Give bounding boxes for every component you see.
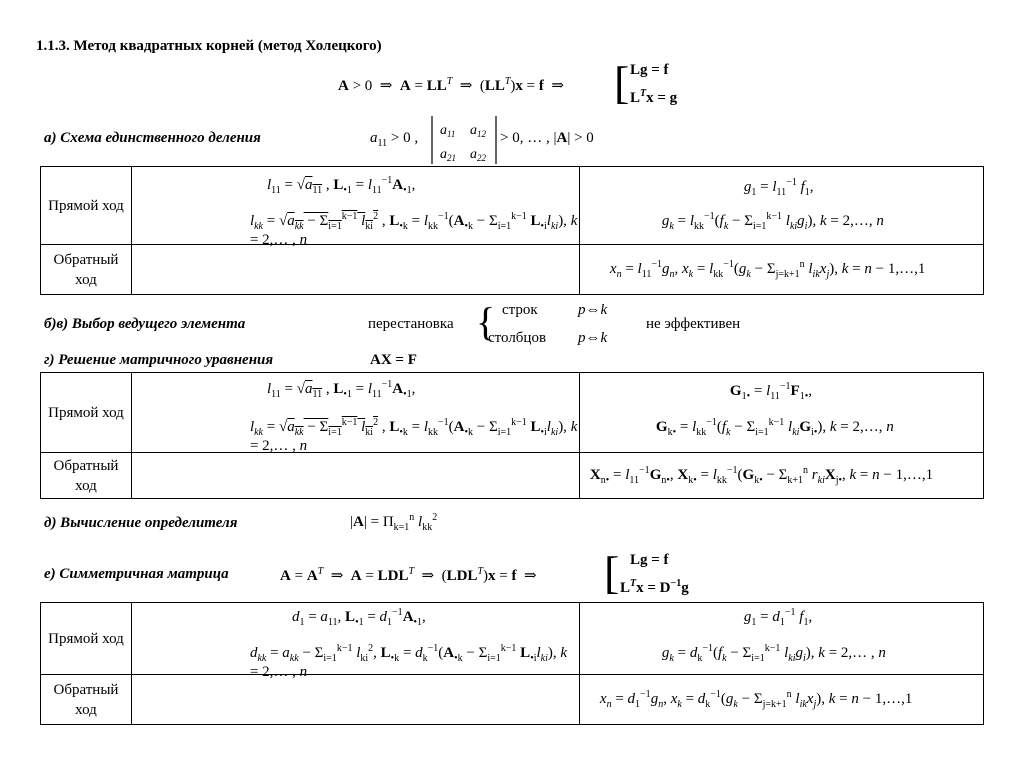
fwd-left-2: $l_{kk} = √a_{kk} - \Sigma_{i=1}^{k-1}$ $l_{ki}^2$ , $L_{•k} = l_{kk}^{-1}(A_{•k} - \Sigma_{i=1}^{k-1}$ $L_{•i}l_{ki}$), k = 2,… , n [249, 211, 578, 248]
table-1 [40, 166, 984, 295]
svg-text:a11: $a_{11}$ [440, 123, 456, 139]
perm-pk-1: p⇔k [578, 302, 608, 318]
back-right: $X_{n•} = l_{11}^{-1}G_{n•}$, $X_{k•} = l_{kk}^{-1}(G_{k•} - \Sigma_{k+1}^n$ $r_{ki}X_{j•}$, k = n − 1,…,1 [589, 465, 934, 486]
row-label-forward: Прямой ход [48, 404, 124, 421]
main-formula: A > 0 ⇒ $A = LL^T$ ⇒ $(LL^T)x = f$ ⇒ [338, 76, 564, 94]
fwd-left-1: $d_1 = a_{11}$, $L_{•1} = d_1^{-1}A_{•1}$, [291, 607, 426, 628]
fwd-right-2: $G_{k•} = l_{kk}^{-1}(f_k - \Sigma_{i=1}^{k-1}$ $l_{ki}G_{i•}$), k = 2,…, n [655, 417, 894, 438]
fwd-left-2: $d_{kk} = a_{kk} - \Sigma_{i=1}^{k-1}$ $l_{ki}^2$, $L_{•k} = d_k^{-1}(A_{•k} - \Sigma_{i=1}^{k-1}$ $L_{•i}l_{ki}$), k = 2,… , n [249, 643, 568, 680]
page-title: 1.1.3. Метод квадратных корней (метод Холецкого) [36, 38, 382, 54]
section-bv-label: б)в) Выбор ведущего элемента [44, 316, 246, 332]
back-right: $x_n = l_{11}^{-1}g_n$, $x_k = l_{kk}^{-1}(g_k - \Sigma_{j=k+1}^n$ $l_{ik}x_j$), k = n − 1,…,1 [609, 259, 926, 280]
section-d-label: д) Вычисление определителя [44, 515, 238, 531]
back-right: $x_n = d_1^{-1}g_n$, $x_k = d_k^{-1}(g_k - \Sigma_{j=k+1}^n$ $l_{ik}x_j$), k = n − 1,…,1 [599, 689, 913, 710]
table-2 [40, 372, 984, 499]
section-g-label: г) Решение матричного уравнения [44, 352, 274, 368]
row-label-backward: Обратный ход [53, 457, 119, 494]
system-e-line-1: Lg = f [630, 552, 669, 568]
perm-brace: { [476, 299, 496, 344]
fwd-left-2: $l_{kk} = √a_{kk} - \Sigma_{i=1}^{k-1}$ $l_{ki}^2$ , $L_{•k} = l_{kk}^{-1}(A_{•k} - \Sigma_{i=1}^{k-1}$ $L_{•i}l_{ki}$), k = 2,… , n [249, 417, 578, 454]
perm-result: не эффективен [646, 316, 741, 332]
row-label-backward: Обратный ход [53, 681, 119, 718]
svg-text:a22: $a_{22}$ [470, 147, 486, 163]
system-line-2: $L^Tx = g$ [630, 88, 678, 106]
perm-label: перестановка [368, 316, 454, 332]
section-e-formula: $A = A^T$ ⇒ $A = LDL^T$ ⇒ $(LDL^T)x = f$ ⇒ [280, 566, 537, 584]
system-e-line-2: $L^Tx = D^{-1}g$ [620, 578, 689, 596]
section-d-formula: $|A| = \Pi_{k=1}^n$ $l_{kk}^2$ [350, 512, 438, 533]
perm-pk-2: p⇔k [578, 330, 608, 346]
system-line-1: Lg = f [630, 62, 669, 78]
fwd-right-2: $g_k = d_k^{-1}(f_k - \Sigma_{i=1}^{k-1}$ $l_{ki}g_i$), k = 2,… , n [661, 643, 886, 664]
system-bracket: [ [614, 57, 630, 108]
perm-rows: строк [502, 302, 538, 318]
section-a-formula: $a_{11} > 0$ , [370, 130, 419, 149]
system-bracket-e: [ [604, 547, 620, 598]
table-3 [40, 602, 984, 725]
section-g-formula: AX = F [370, 352, 417, 368]
svg-text:a12: $a_{12}$ [470, 123, 486, 139]
perm-cols: столбцов [488, 330, 547, 346]
row-label-backward: Обратный ход [53, 251, 119, 288]
fwd-right-1: $g_1 = l_{11}^{-1}$ $f_1$, [743, 177, 814, 198]
row-label-forward: Прямой ход [48, 197, 124, 214]
fwd-right-1: $G_{1•} = l_{11}^{-1}F_{1•}$, [729, 381, 812, 402]
row-label-forward: Прямой ход [48, 630, 124, 647]
section-e-label: е) Симметричная матрица [44, 566, 229, 582]
fwd-left-1: $l_{11} = √a_{11}$ , $L_{•1} = l_{11}^{-1}A_{•1}$, [266, 379, 416, 400]
svg-text:a21: $a_{21}$ [440, 147, 456, 163]
fwd-left-1: $l_{11} = √a_{11}$ , $L_{•1} = l_{11}^{-1}A_{•1}$, [266, 175, 416, 196]
fwd-right-2: $g_k = l_{kk}^{-1}(f_k - \Sigma_{i=1}^{k-1}$ $l_{ki}g_i$), k = 2,…, n [661, 211, 884, 232]
section-a-label: а) Схема единственного деления [44, 130, 261, 146]
fwd-right-1: $g_1 = d_1^{-1}$ $f_1$, [743, 607, 813, 628]
section-a-formula-tail: > 0, … , |A| > 0 [500, 130, 594, 146]
